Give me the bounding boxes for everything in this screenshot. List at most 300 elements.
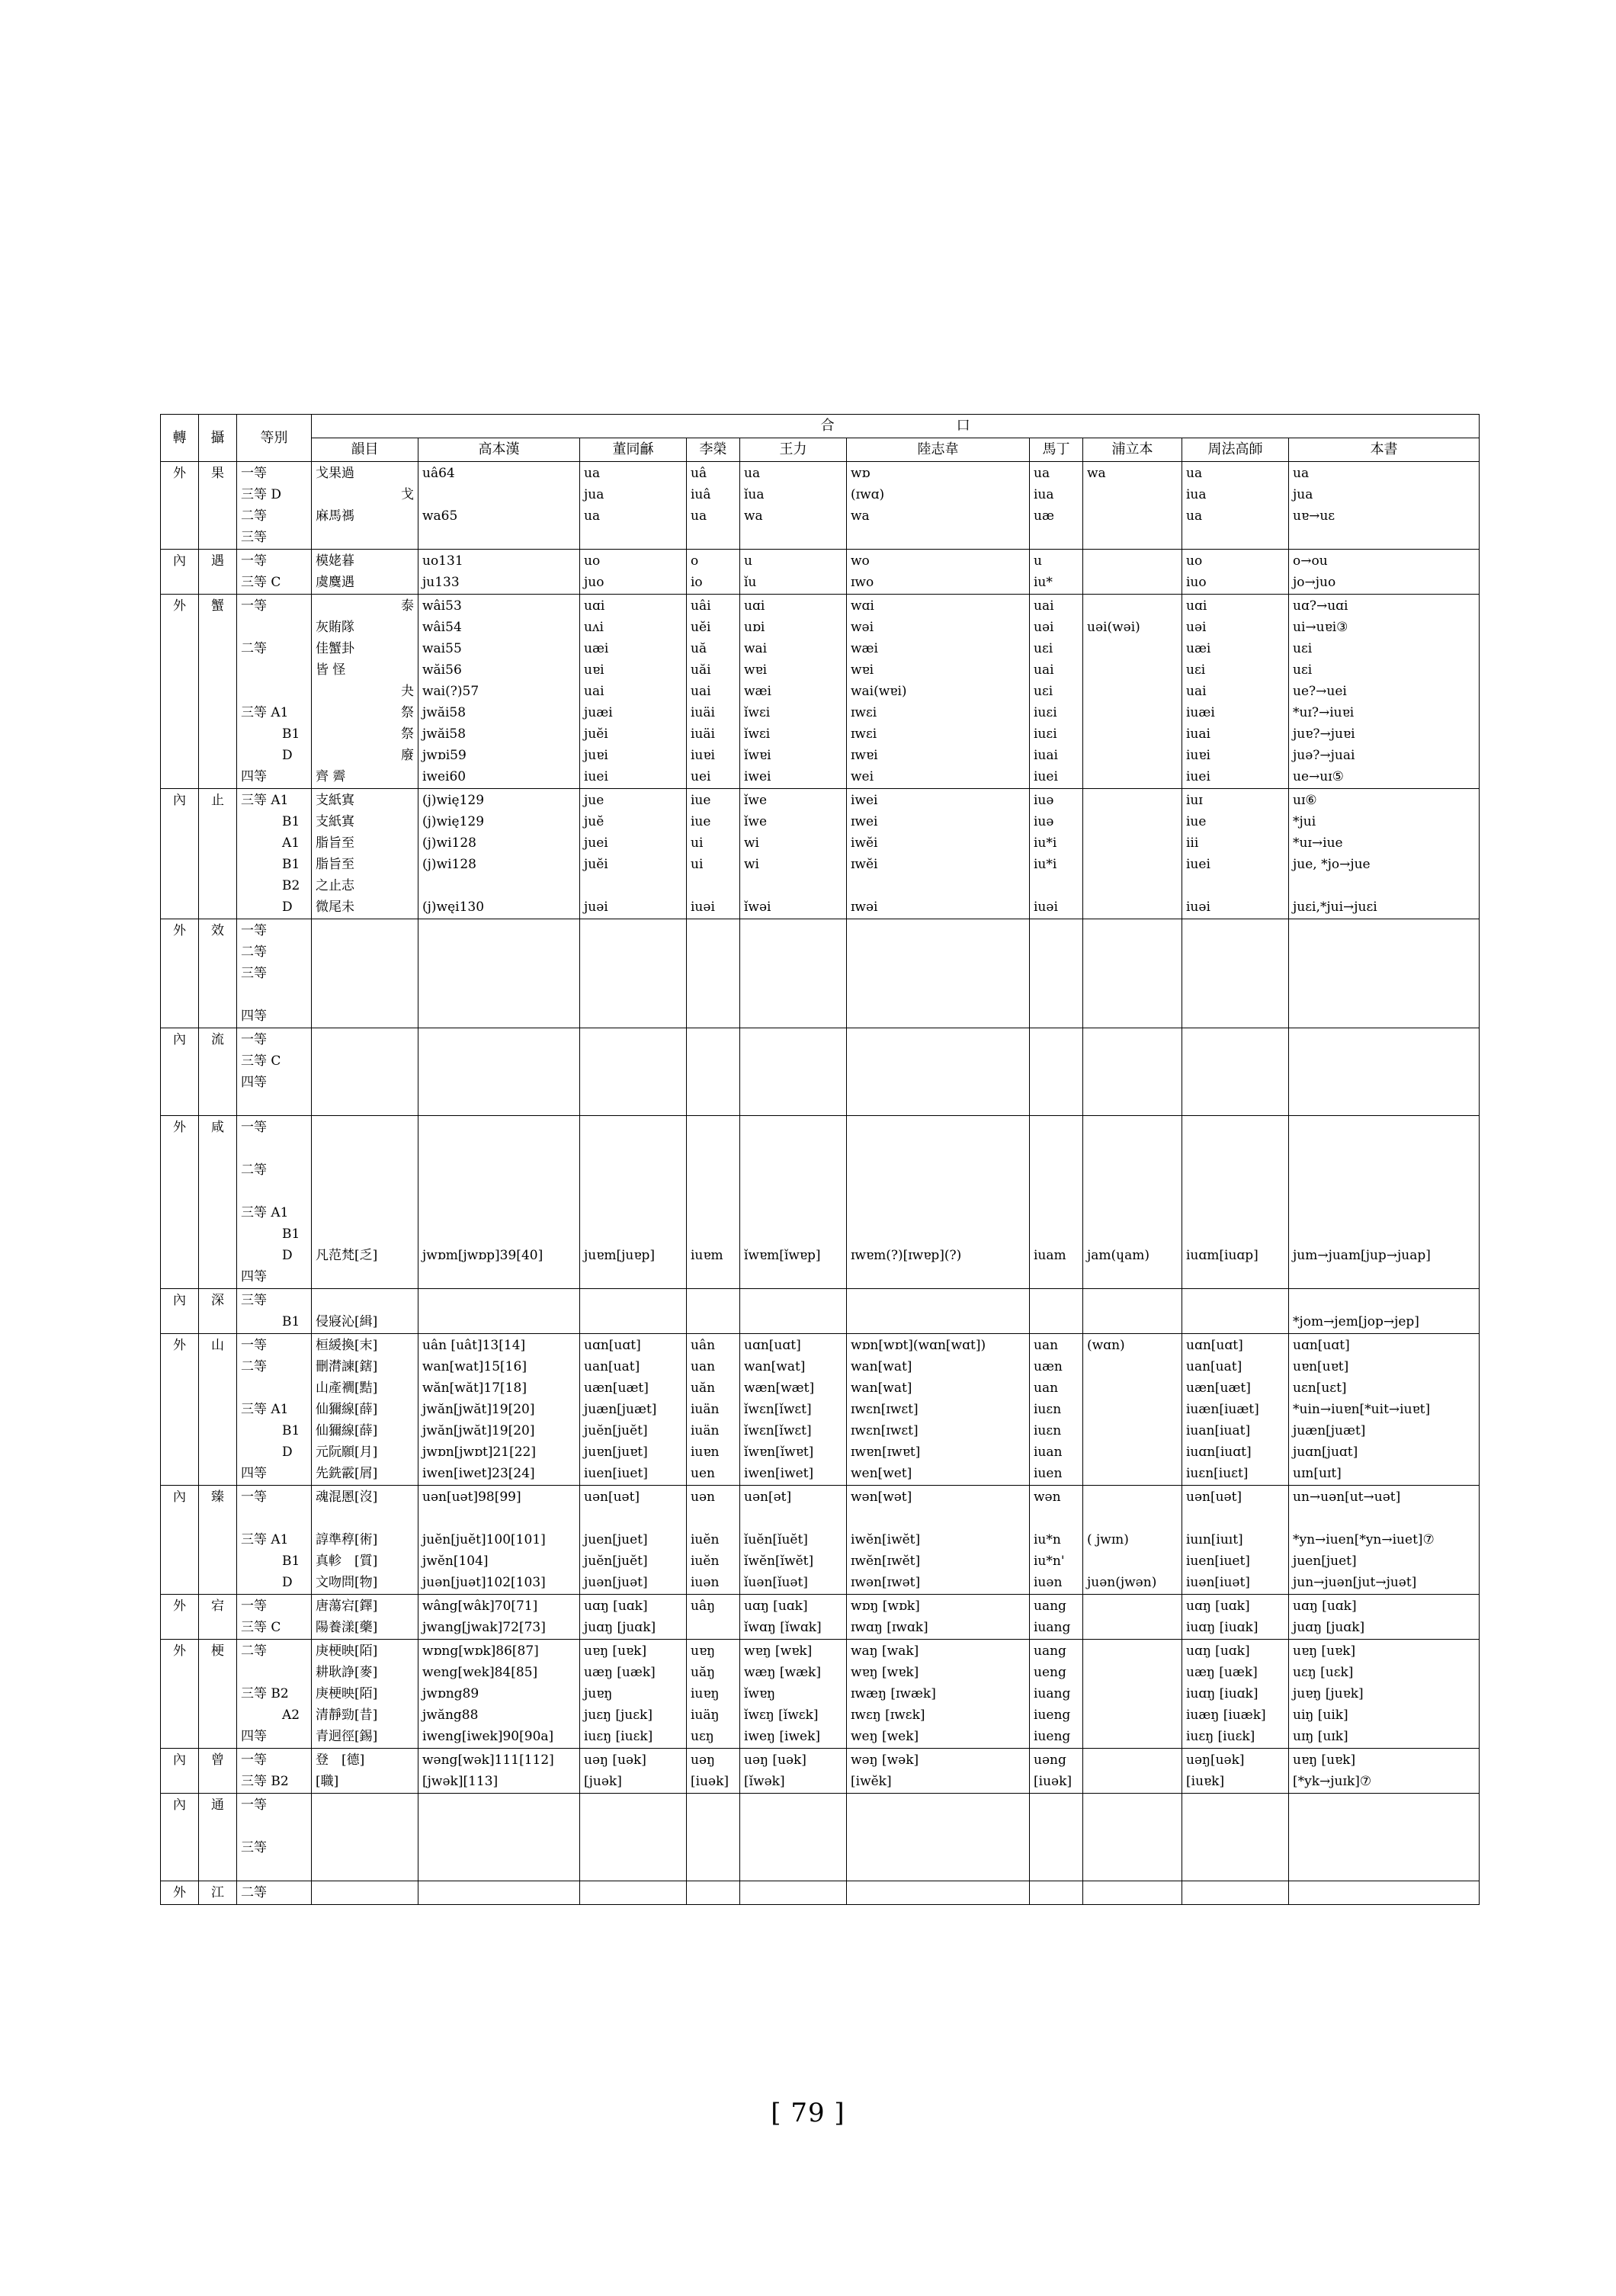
zhuan-cell: 外 [161,919,199,1028]
cell-line: 一等 [241,1797,267,1813]
cell-line: iuam [1034,1248,1066,1263]
cell-line: u [744,553,752,569]
column-header: 馬丁 [1030,438,1083,462]
cell-line [316,1202,414,1223]
cell-line [422,1858,576,1880]
cell-line: wɐŋ [wɐk] [851,1665,919,1680]
header-she: 攝 [199,415,237,462]
cell-line: B1 [282,1554,300,1569]
cell-line: iuei [1034,769,1058,784]
cell-line: ju133 [422,575,460,590]
cell-line [1087,572,1178,593]
cell-line [1087,1726,1178,1747]
column-cell-g [418,1749,580,1794]
cell-line: uan[uat] [1186,1359,1242,1374]
header-kou: 口 [956,418,970,434]
cell-line [1087,595,1178,617]
cell-line: *uɪ?→iuɐi [1293,705,1355,720]
table-row [161,462,1480,550]
cell-line [744,1093,842,1114]
cell-line [584,875,682,896]
column-cell-b [1289,595,1480,789]
column-cell-g [418,462,580,550]
cell-line [584,1882,682,1903]
cell-line [241,1377,307,1399]
column-cell-z [1182,595,1289,789]
cell-line: iue [691,814,711,829]
cell-line: 三等 A1 [241,1402,289,1417]
cell-line [1186,1794,1284,1816]
column-cell-b [1289,1640,1480,1749]
cell-line [1087,832,1178,854]
cell-line [1186,1093,1284,1114]
cell-line: ǐwɛi [744,705,771,720]
column-cell-d [580,1116,687,1289]
column-cell-l [687,1486,740,1595]
cell-line: wa [1087,466,1106,481]
cell-line: uəŋ [691,1752,715,1768]
cell-line [241,617,307,638]
column-cell-yun [312,1116,418,1289]
cell-line: wâi54 [422,620,462,635]
cell-line: wɒn[wɒt](wɑn[wɑt]) [851,1338,986,1353]
cell-line: uæŋ [uæk] [1186,1665,1258,1680]
cell-line: juĕn[juĕt] [584,1554,648,1569]
cell-line: iwei [744,769,771,784]
cell-line: juɐn[juɐt] [584,1445,648,1460]
table-row [161,1881,1480,1905]
cell-line [691,1117,736,1138]
cell-line: uɐi [584,662,604,678]
cell-line [1087,1377,1178,1399]
cell-line [1087,505,1178,527]
cell-line [851,1290,1025,1311]
cell-line: 魂混慁[沒] [316,1490,378,1505]
cell-line: 一等 [241,466,267,481]
cell-line [1087,1290,1178,1311]
cell-line: 一等 [241,1752,267,1768]
cell-line: wən[wət] [851,1490,912,1505]
column-cell-g [418,1116,580,1289]
cell-line [1186,1072,1284,1093]
cell-line: iu*i [1034,835,1057,851]
cell-line [1087,1311,1178,1332]
column-cell-l [687,595,740,789]
column-cell-z [1182,789,1289,919]
column-cell-deng [237,1881,312,1905]
cell-line: ǐwe [744,814,768,829]
cell-line: juĕ [584,814,604,829]
column-cell-l [687,462,740,550]
cell-line: D [282,748,293,763]
column-cell-p [1083,550,1182,595]
column-cell-yun [312,1486,418,1595]
cell-line [1087,1050,1178,1072]
cell-line: iuæi [1186,705,1215,720]
column-cell-w [740,595,847,789]
column-cell-g [418,789,580,919]
cell-line: iwĕi [851,835,878,851]
column-cell-m [1030,1486,1083,1595]
cell-line: ɪwɐi [851,748,878,763]
cell-line: ǐwɐm[ǐwɐp] [744,1248,821,1263]
cell-line: 三等 C [241,575,281,590]
cell-line: wâng[wâk]70[71] [422,1599,538,1614]
cell-line [691,1816,736,1837]
cell-line: iuɑm[iuɑp] [1186,1248,1258,1263]
cell-line: 二等 [241,1359,267,1374]
cell-line: iuai [1186,726,1210,742]
cell-line [691,1029,736,1050]
cell-line [316,1159,414,1181]
cell-line: A1 [282,835,300,851]
cell-line [316,1181,414,1202]
cell-line: iuän [691,1402,720,1417]
cell-line: iuäŋ [691,1708,720,1723]
column-cell-m [1030,1289,1083,1334]
cell-line: iuo [1186,575,1207,590]
cell-line [1186,1837,1284,1858]
cell-line: wæi [744,684,771,699]
cell-line: jue, *jo→jue [1293,857,1371,872]
column-cell-l [687,1794,740,1881]
cell-line [241,1181,307,1202]
cell-line: 皆 怪 [316,662,346,678]
cell-line [1034,1837,1079,1858]
cell-line [1087,1005,1178,1027]
column-header: 本書 [1289,438,1480,462]
column-cell-l [687,919,740,1028]
cell-line: 諄準稕[術] [316,1532,378,1547]
cell-line: uən[uət] [584,1490,640,1505]
cell-line: o→ou [1293,553,1328,569]
cell-line: jua [584,487,604,502]
cell-line [584,984,682,1005]
cell-line [851,1816,1025,1837]
column-cell-deng [237,550,312,595]
cell-line: wa [851,508,870,524]
cell-line: iuɐi [1186,748,1210,763]
cell-line [1186,1290,1284,1311]
column-cell-g [418,1334,580,1486]
cell-line [316,1050,414,1072]
cell-line [1293,1837,1475,1858]
cell-line [1087,1771,1178,1792]
cell-line: 祭 [401,705,414,720]
cell-line: uɒi [744,620,765,635]
cell-line: 三等 A1 [241,1532,289,1547]
cell-line [584,1072,682,1093]
cell-line: 三等 [241,1293,267,1308]
cell-line [1087,1486,1178,1508]
cell-line [584,1093,682,1114]
cell-line: 之止志 [316,878,354,893]
cell-line: ǐuən[ǐuət] [744,1575,808,1590]
cell-line: weŋ [wek] [851,1729,919,1744]
cell-line: uæn[uæt] [584,1380,649,1396]
cell-line: iuɛi [1034,705,1057,720]
column-cell-z [1182,1640,1289,1749]
cell-line: iuən [691,1575,720,1590]
cell-line: iuei [1186,769,1210,784]
cell-line: 三等 [241,1840,267,1855]
cell-line: juən[juət]102[103] [422,1575,546,1590]
cell-line [1087,659,1178,681]
cell-line: wei [851,769,874,784]
cell-line: 一等 [241,923,267,938]
cell-line: wan[wat]15[16] [422,1359,527,1374]
cell-line [1087,1441,1178,1463]
column-cell-l [687,1749,740,1794]
cell-line: 耕耿諍[麥] [316,1665,378,1680]
cell-line: uɛi [1034,684,1053,699]
cell-line: uan[uat] [584,1359,640,1374]
cell-line: uăn [691,1380,716,1396]
cell-line: jwăn[jwăt]19[20] [422,1423,535,1438]
cell-line [1034,1794,1079,1816]
cell-line: iuæn[iuæt] [1186,1402,1259,1417]
cell-line: 登 [德] [316,1752,365,1768]
cell-line [316,1117,414,1138]
cell-line [1087,1399,1178,1420]
cell-line: 一等 [241,1338,267,1353]
cell-line: uo131 [422,553,463,569]
cell-line [584,1816,682,1837]
table-row [161,789,1480,919]
cell-line [691,1050,736,1072]
column-cell-d [580,1881,687,1905]
cell-line [1186,1816,1284,1837]
cell-line [851,1093,1025,1114]
cell-line [1087,941,1178,963]
cell-line [851,1181,1025,1202]
she-cell: 流 [199,1028,237,1116]
column-cell-w [740,1028,847,1116]
cell-line: 三等 [241,966,267,981]
cell-line [584,1005,682,1027]
cell-line [1087,1356,1178,1377]
cell-line [584,1138,682,1159]
cell-line: 庚梗映[陌] [316,1643,378,1659]
cell-line: ua [691,508,707,524]
cell-line [422,984,576,1005]
cell-line [744,1508,842,1529]
table-row [161,1749,1480,1794]
column-header: 董同龢 [580,438,687,462]
cell-line: uă [691,641,707,656]
cell-line [851,1794,1025,1816]
column-cell-deng [237,1334,312,1486]
column-cell-deng [237,1289,312,1334]
cell-line [422,875,576,896]
column-cell-d [580,1028,687,1116]
cell-line: iuɑŋ [iuɑk] [1186,1686,1258,1701]
table-row [161,1116,1480,1289]
cell-line: uɪn[uɪt] [1293,1466,1342,1481]
zhuan-cell: 外 [161,595,199,789]
cell-line: ɪwɛn[ɪwɛt] [851,1423,919,1438]
cell-line: juɑŋ [juɑk] [1293,1620,1365,1635]
cell-line [1087,484,1178,505]
column-cell-z [1182,1595,1289,1640]
column-cell-d [580,595,687,789]
column-cell-b [1289,1486,1480,1595]
cell-line: uɛi [1293,662,1313,678]
cell-line [1293,984,1475,1005]
cell-line: jum→juam[jup→juap] [1293,1248,1431,1263]
cell-line: 唐蕩宕[鐸] [316,1599,378,1614]
cell-line [1034,1816,1079,1837]
cell-line: [ǐwək] [744,1774,785,1789]
cell-line [851,1508,1025,1529]
cell-line: 庚梗映[陌] [316,1686,378,1701]
column-cell-b [1289,462,1480,550]
column-cell-p [1083,789,1182,919]
cell-line: ui [691,857,704,872]
cell-line [1186,1181,1284,1202]
cell-line [316,1837,414,1858]
cell-line [1087,896,1178,918]
cell-line [1186,1858,1284,1880]
cell-line: 虞麌遇 [316,575,354,590]
cell-line [1087,790,1178,811]
cell-line: uən [691,1490,715,1505]
she-cell: 通 [199,1794,237,1881]
column-cell-w [740,1116,847,1289]
cell-line: *yn→iuen[*yn→iuet]⑦ [1293,1532,1435,1547]
cell-line: 支紙寘 [316,793,354,808]
cell-line [1087,1749,1178,1771]
cell-line: iwĕn[iwĕt] [851,1532,921,1547]
column-cell-m [1030,595,1083,789]
cell-line: juɐm[juɐp] [584,1248,655,1263]
cell-line: wəng[wək]111[112] [422,1752,554,1768]
cell-line [1293,1290,1475,1311]
column-cell-g [418,1595,580,1640]
cell-line [584,1858,682,1880]
cell-line [1034,1882,1079,1903]
header-hekou [312,415,1480,438]
cell-line: uɛi [1186,662,1206,678]
cell-line [851,1029,1025,1050]
cell-line: 先銑霰[屑] [316,1466,378,1481]
cell-line: juæn[juæt] [1293,1423,1366,1438]
cell-line: [iuɐk] [1186,1774,1225,1789]
cell-line [1293,875,1475,896]
column-cell-deng [237,595,312,789]
cell-line [744,1117,842,1138]
cell-line: wi [744,857,759,872]
cell-line [422,1138,576,1159]
cell-line [584,1290,682,1311]
cell-line: juo [584,575,604,590]
column-cell-d [580,919,687,1028]
cell-line [1034,1029,1079,1050]
cell-line [422,1508,576,1529]
column-cell-d [580,789,687,919]
cell-line [422,1837,576,1858]
cell-line: uɛi [1034,641,1053,656]
cell-line [422,1181,576,1202]
cell-line [241,1816,307,1837]
cell-line: B2 [282,878,300,893]
she-cell: 遇 [199,550,237,595]
cell-line [1034,920,1079,941]
cell-line [1087,1093,1178,1114]
cell-line: (j)węi130 [422,899,485,915]
cell-line: juɑn[juɑt] [1293,1445,1358,1460]
zhuan-cell: 內 [161,789,199,919]
cell-line [1293,1050,1475,1072]
cell-line: uæi [584,641,609,656]
cell-line [584,1202,682,1223]
zhuan-cell: 外 [161,462,199,550]
cell-line: uâŋ [691,1599,716,1614]
page-number: [ 79 ] [771,2098,845,2128]
cell-line: juɐŋ [juɐk] [1293,1686,1364,1701]
cell-line [744,963,842,984]
cell-line: juɑŋ [juɑk] [584,1620,656,1635]
cell-line: juɐ?→juɐi [1293,726,1355,742]
cell-line [1186,527,1284,548]
cell-line: iuæŋ [iuæk] [1186,1708,1266,1723]
cell-line: iuen [1034,1466,1063,1481]
phonology-table-container [160,414,1479,1905]
zhuan-cell: 內 [161,1028,199,1116]
cell-line: iuâ [691,487,711,502]
cell-line: juen[juet] [584,1532,648,1547]
cell-line: iu*n' [1034,1554,1065,1569]
cell-line [1087,875,1178,896]
column-cell-m [1030,1794,1083,1881]
cell-line: uăŋ [691,1665,716,1680]
cell-line [1087,1072,1178,1093]
cell-line: jwɒn[jwɒt]21[22] [422,1445,536,1460]
cell-line [422,1202,576,1223]
cell-line: 三等 A1 [241,705,289,720]
cell-line: wɒ [851,466,871,481]
cell-line: iuɐm [691,1248,723,1263]
cell-line [1293,963,1475,984]
column-cell-lu [847,1028,1030,1116]
cell-line [1087,1882,1178,1903]
cell-line [691,1181,736,1202]
cell-line: uân [uât]13[14] [422,1338,526,1353]
cell-line: 四等 [241,1466,267,1481]
cell-line: uiŋ [uik] [1293,1708,1348,1723]
cell-line: wai(wɐi) [851,684,907,699]
cell-line [422,1029,576,1050]
column-cell-d [580,1289,687,1334]
cell-line [744,1311,842,1332]
cell-line: ua [1034,466,1050,481]
column-cell-w [740,550,847,595]
she-cell: 梗 [199,1640,237,1749]
cell-line [1034,1858,1079,1880]
cell-line: 文吻問[物] [316,1575,378,1590]
column-cell-z [1182,1794,1289,1881]
cell-line: iua [1034,487,1054,502]
cell-line [422,527,576,548]
column-header: 高本漢 [418,438,580,462]
cell-line: iwei60 [422,769,467,784]
cell-line: 一等 [241,1120,267,1135]
cell-line [1034,527,1079,548]
cell-line [1087,1223,1178,1245]
cell-line [1293,1794,1475,1816]
cell-line: wɒng[wɒk]86[87] [422,1643,539,1659]
cell-line [584,1181,682,1202]
